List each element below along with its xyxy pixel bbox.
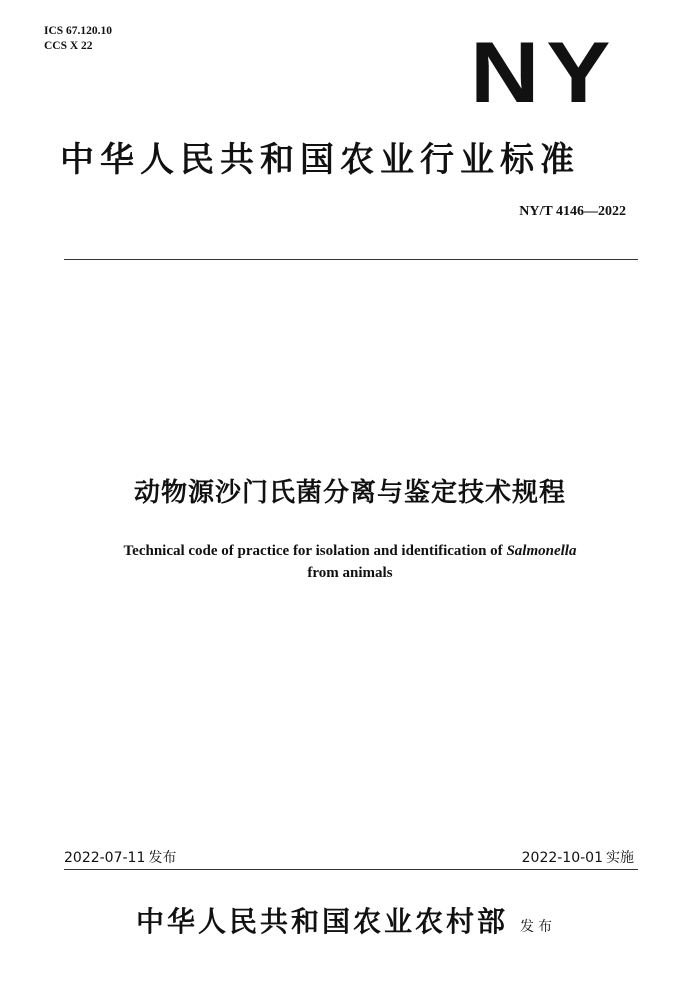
- release-date-block: [64, 847, 176, 867]
- document-title-zh: 动物源沙门氏菌分离与鉴定技术规程: [133, 478, 566, 508]
- title-en-text: Technical code of practice for isolation and identification of: [123, 543, 503, 559]
- footer-divider: [64, 869, 638, 870]
- release-label: 发布: [148, 850, 177, 866]
- ccs-code: CCS X 22: [44, 40, 93, 52]
- issuer-block: [136, 900, 556, 940]
- ics-code: ICS 67.120.10: [44, 25, 113, 37]
- document-title-en: [0, 540, 700, 584]
- implementation-date-block: [522, 847, 634, 867]
- issuer-label: 发布: [520, 919, 557, 935]
- release-date: 2022-07-11: [64, 850, 146, 866]
- implementation-label: 实施: [606, 850, 634, 866]
- issuer-name: 中华人民共和国农业农村部: [136, 905, 509, 938]
- classification-codes: [44, 24, 112, 54]
- implementation-date: 2022-10-01: [521, 850, 603, 866]
- header-divider: [64, 259, 638, 260]
- ny-logo: NY: [470, 25, 618, 121]
- title-en-organism: Salmonella: [506, 543, 577, 559]
- title-en-line-1: [0, 540, 700, 562]
- standard-type-title: 中华人民共和国农业行业标准: [60, 140, 580, 180]
- title-en-line-2: from animals: [307, 565, 393, 581]
- standard-number: NY/T 4146—2022: [519, 204, 626, 219]
